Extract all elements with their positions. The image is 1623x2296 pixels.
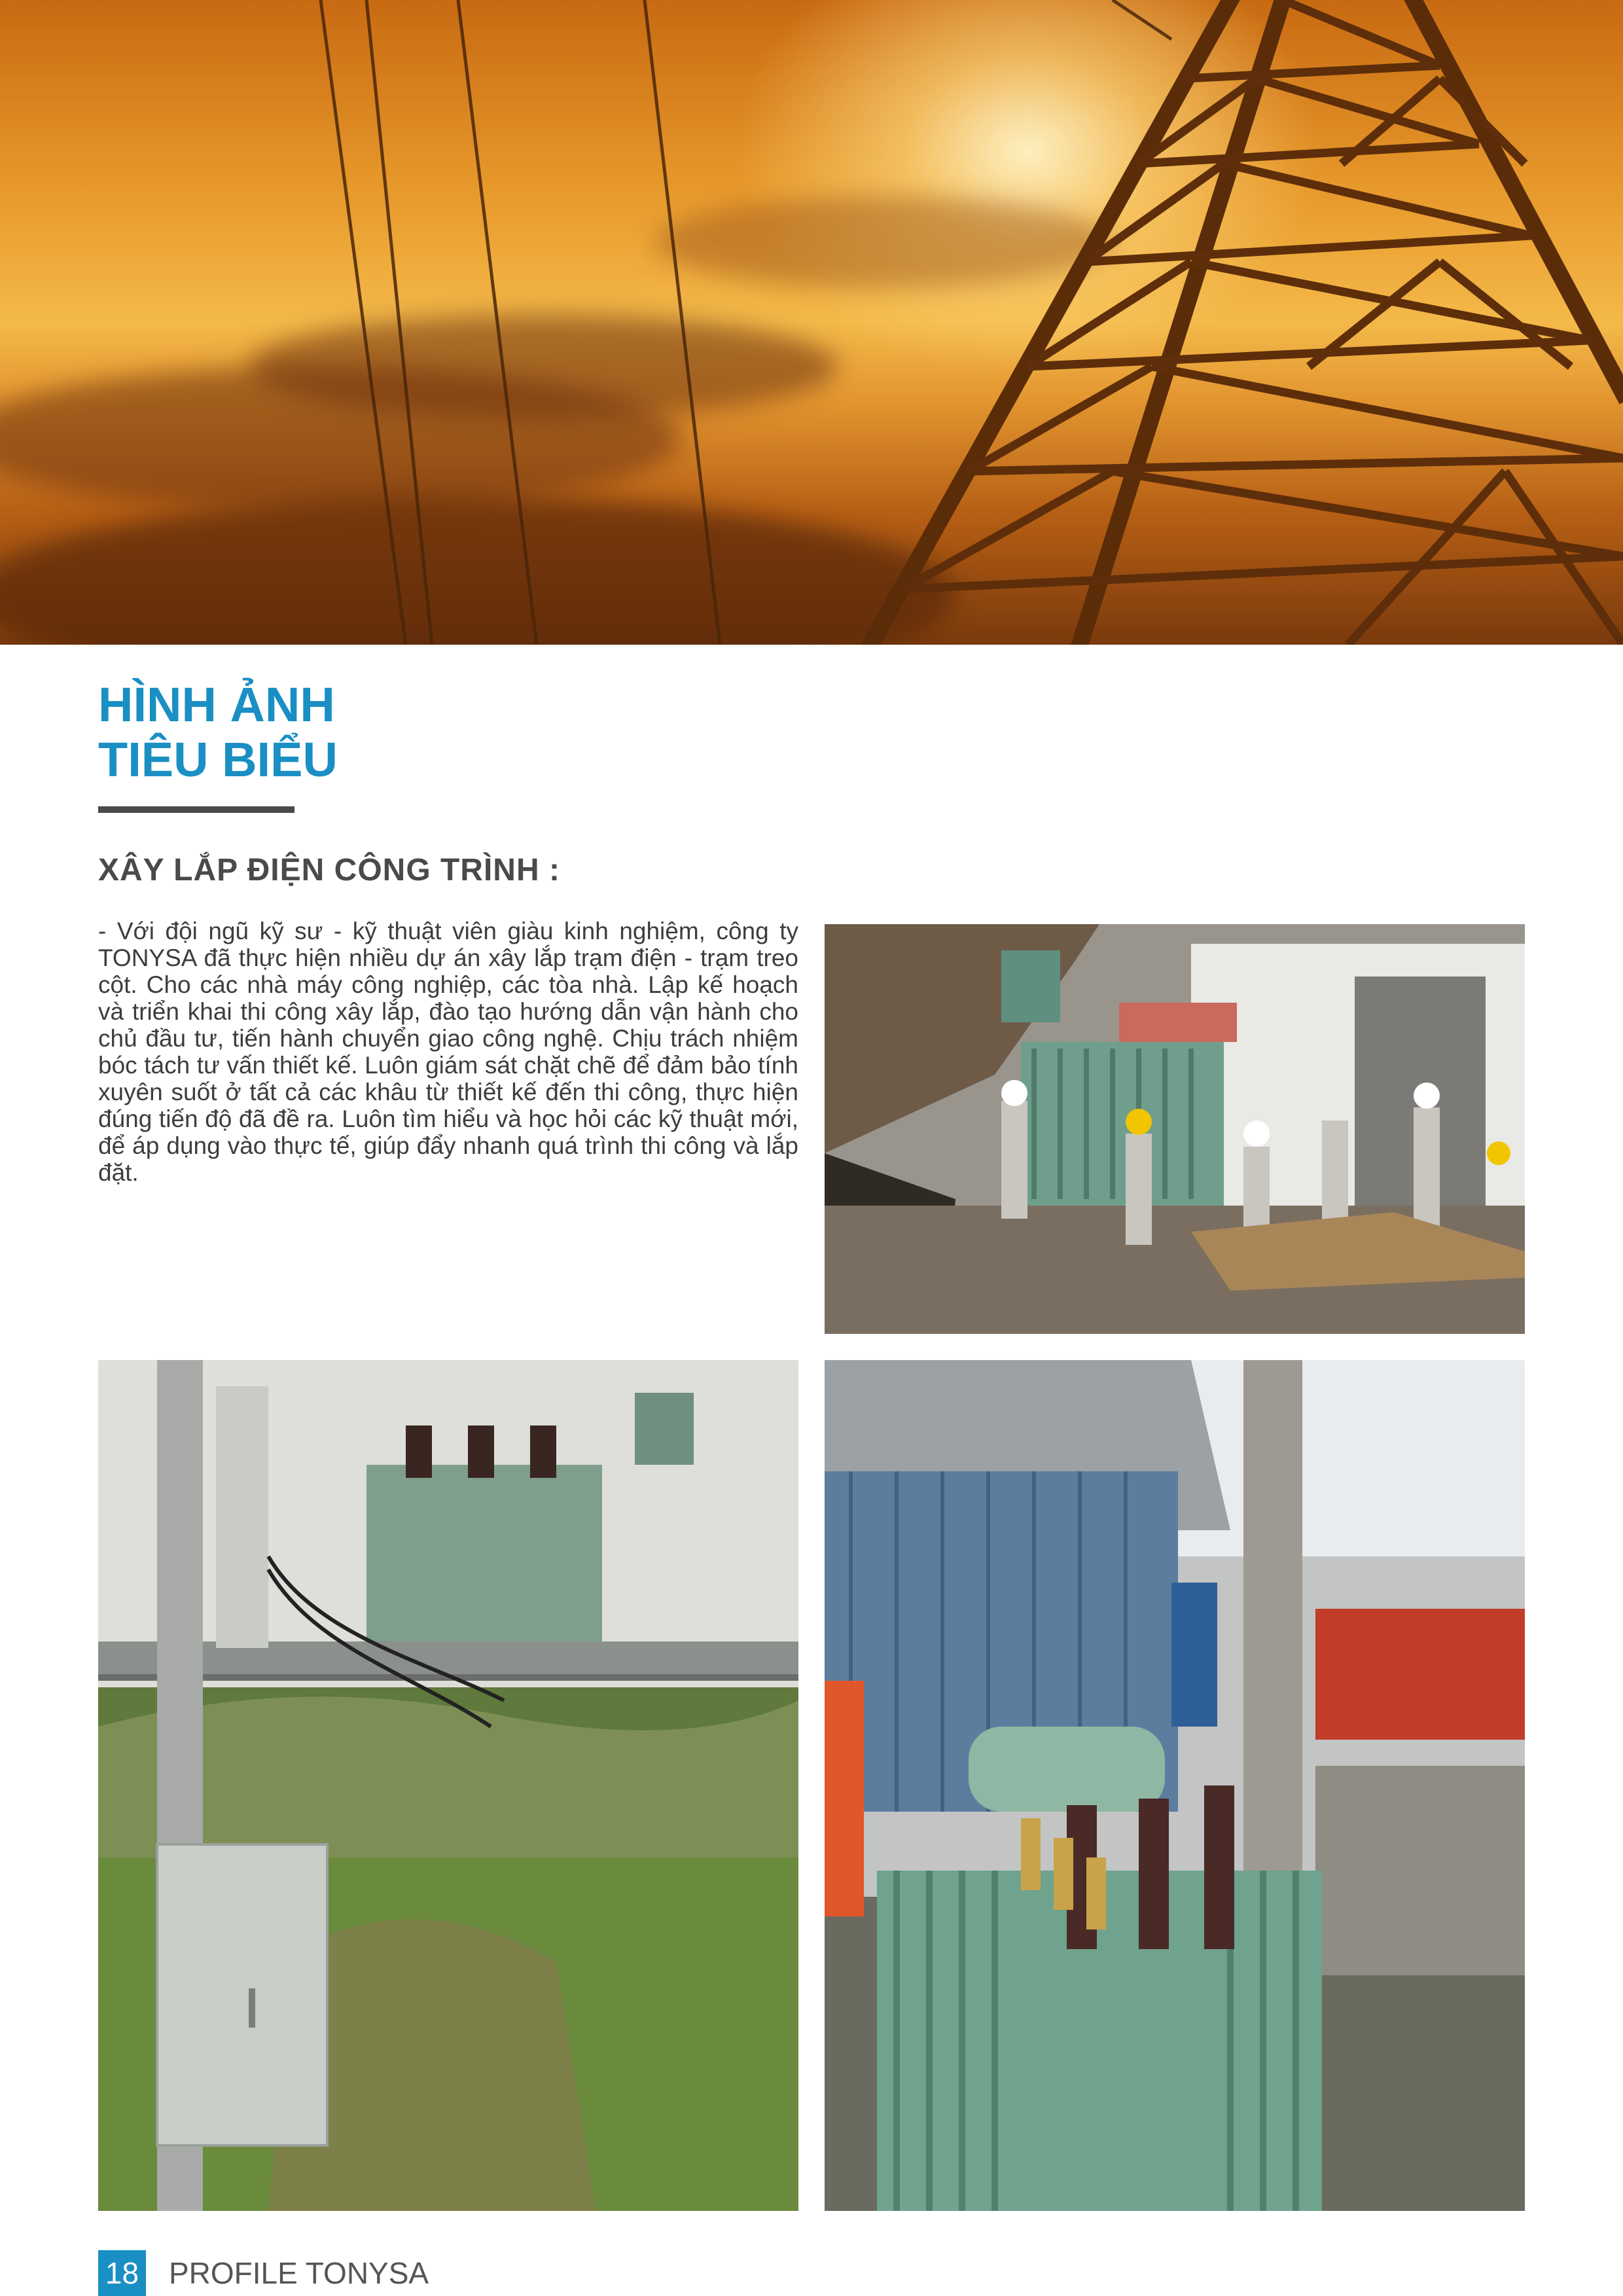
- page-number: 18: [98, 2250, 146, 2296]
- transmission-tower-graphic: [0, 0, 1623, 645]
- body-paragraph: - Với đội ngũ kỹ sư - kỹ thuật viên giàu kinh nghiệm, công ty TONYSA đã thực hiện nhiều dự án xây lắp trạm điện - trạm treo cột. Cho các nhà máy công nghiệp, các tòa nhà. Lập kế hoạch và triển khai thi công xây lắp, đào tạo hướng dẫn vận hành cho chủ đầu tư, tiến hành chuyển giao công nghệ. Chịu trách nhiệm bóc tách tư vấn thiết kế. Luôn giám sát chặt chẽ để đảm bảo tính xuyên suốt ở tất cả các khâu từ thiết kế đến thi công, thực hiện đúng tiến độ đã đề ra. Luôn tìm hiểu và học hỏi các kỹ thuật mới, để áp dụng vào thực tế, giúp đẩy nhanh quá trình thi công và lắp đặt.: [98, 918, 798, 1186]
- photo-ground-transformer-installation: [825, 1360, 1525, 2211]
- section-title: XÂY LẮP ĐIỆN CÔNG TRÌNH :: [98, 853, 560, 888]
- photo-workers-installing-transformer: [825, 924, 1525, 1334]
- heading-line-2: TIÊU BIỂU: [98, 732, 338, 787]
- heading-underline: [98, 806, 294, 813]
- hero-image: [0, 0, 1623, 645]
- page-heading: [98, 677, 338, 787]
- photo-pole-mounted-transformer: [98, 1360, 798, 2211]
- footer-label: PROFILE TONYSA: [169, 2256, 429, 2290]
- heading-line-1: HÌNH ẢNH: [98, 677, 335, 732]
